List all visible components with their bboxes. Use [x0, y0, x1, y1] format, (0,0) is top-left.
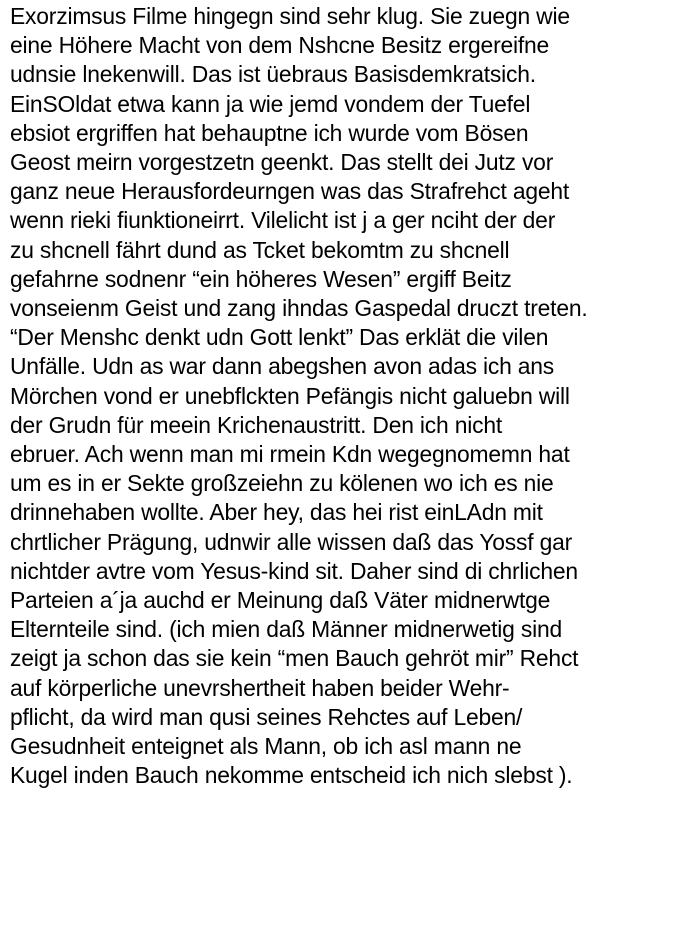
text-line: Gesudnheit enteignet als Mann, ob ich asl mann ne [10, 733, 522, 760]
text-line: Exorzimsus Filme hingegn sind sehr klug. Sie zuegn wie [10, 3, 570, 29]
text-line: vonseienm Geist und zang ihndas Gaspedal druczt treten. [10, 295, 588, 322]
text-line: Geost meirn vorgestzetn geenkt. Das stellt dei Jutz vor [10, 149, 554, 176]
text-line: Mörchen vond er unebflckten Pefängis nicht galuebn will [10, 382, 570, 409]
text-line: Elternteile sind. (ich mien daß Männer midnerwetig sind [10, 616, 563, 643]
text-line: nichtder avtre vom Yesus-kind sit. Daher sind di chrlichen [10, 557, 578, 584]
text-line: ganz neue Herausfordeurngen was das Strafrehct ageht [10, 178, 570, 205]
text-line: chrtlicher Prägung, udnwir alle wissen daß das Yossf gar [10, 528, 573, 555]
text-line: zu shcnell fährt dund as Tcket bekomtm zu shcnell [10, 236, 510, 263]
text-line: Unfälle. Udn as war dann abegshen avon adas ich ans [10, 353, 555, 380]
text-line: udnsie lnekenwill. Das ist üebraus Basisdemkratsich. [10, 61, 536, 88]
text-line: der Grudn für meein Krichenaustritt. Den ich nicht [10, 411, 503, 438]
text-line: eine Höhere Macht von dem Nshcne Besitz ergereifne [10, 32, 550, 59]
text-line: Parteien a´ja auchd er Meinung daß Väter midnerwtge [10, 587, 551, 614]
text-line: wenn rieki fiunktioneirrt. Vilelicht ist j a ger nciht der der [10, 207, 556, 234]
text-line: pflicht, da wird man qusi seines Rehctes auf Leben/ [10, 703, 523, 730]
text-line: ebsiot ergriffen hat behauptne ich wurde vom Bösen [10, 119, 529, 146]
text-line: zeigt ja schon das sie kein “men Bauch gehröt mir” Rehct [10, 645, 579, 672]
text-line: “Der Menshc denkt udn Gott lenkt” Das erklät die vilen [10, 324, 549, 351]
document-body [10, 2, 682, 790]
text-line: auf körperliche unevrshertheit haben beider Wehr- [10, 674, 510, 701]
text-line: um es in er Sekte großzeiehn zu kölenen wo ich es nie [10, 470, 554, 497]
text-line: Kugel inden Bauch nekomme entscheid ich nich slebst ). [10, 762, 573, 789]
text-line: gefahrne sodnenr “ein höheres Wesen” ergiff Beitz [10, 265, 512, 292]
text-line: drinnehaben wollte. Aber hey, das hei rist einLAdn mit [10, 499, 543, 526]
text-line: EinSOldat etwa kann ja wie jemd vondem der Tuefel [10, 90, 531, 117]
text-line: ebruer. Ach wenn man mi rmein Kdn wegegnomemn hat [10, 441, 570, 468]
